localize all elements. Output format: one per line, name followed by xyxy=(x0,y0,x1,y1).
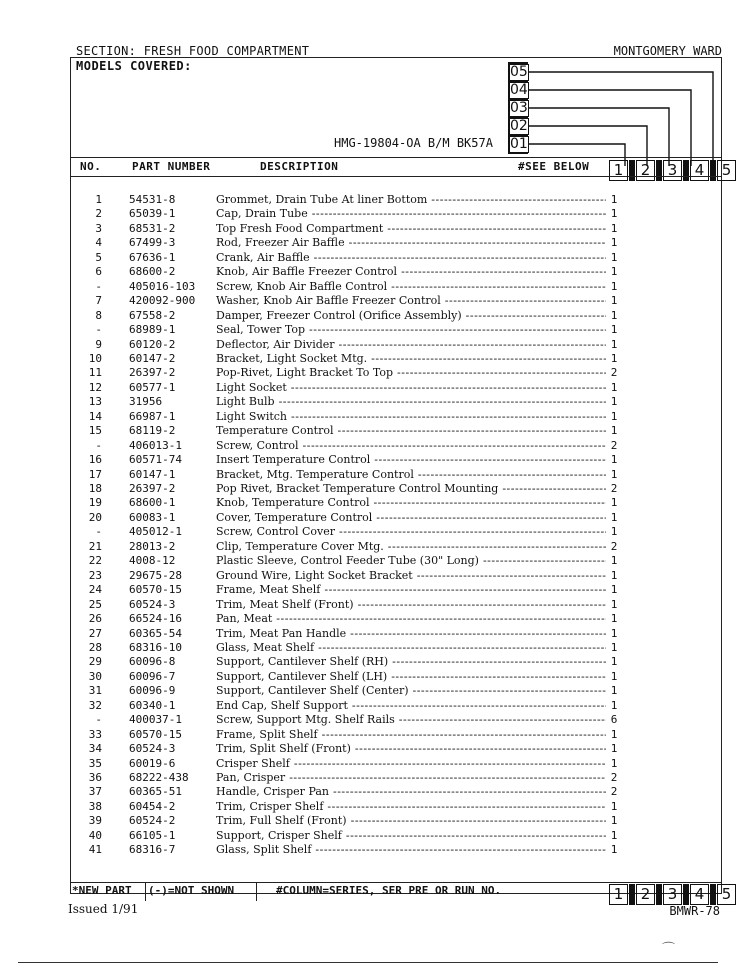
part-description: Pop Rivet, Bracket Temperature Control Mounting ----- xyxy=(216,482,606,496)
part-number: 28013-2 xyxy=(129,539,176,553)
quantity: 1 xyxy=(610,814,618,828)
item-number: 20 xyxy=(88,510,102,524)
table-row xyxy=(0,381,750,395)
part-description: Knob, Air Baffle Freezer Control ----- xyxy=(216,265,606,279)
part-number: 60524-3 xyxy=(129,597,176,611)
part-description: Cover, Temperature Control ----- xyxy=(216,511,606,525)
table-row xyxy=(0,627,750,641)
part-number: 60083-1 xyxy=(129,510,176,524)
part-description: Top Fresh Food Compartment ----- xyxy=(216,222,606,236)
quantity: 1 xyxy=(610,655,618,669)
quantity: 1 xyxy=(610,279,618,293)
quantity: 1 xyxy=(610,727,618,741)
item-number: 11 xyxy=(88,366,102,380)
table-row xyxy=(0,453,750,467)
table-row xyxy=(0,800,750,814)
quantity: 2 xyxy=(610,366,618,380)
item-number: 1 xyxy=(95,193,102,206)
quantity: 1 xyxy=(610,756,618,770)
quantity: 2 xyxy=(610,539,618,553)
item-number: 10 xyxy=(88,351,102,365)
part-number: 68316-7 xyxy=(129,843,176,857)
part-description: Trim, Full Shelf (Front) ----- xyxy=(216,814,606,828)
part-description: Light Socket ----- xyxy=(216,381,606,395)
part-number: 54531-8 xyxy=(129,193,176,206)
table-row xyxy=(0,670,750,684)
quantity: 1 xyxy=(610,453,618,467)
table-row xyxy=(0,338,750,352)
quantity: 2 xyxy=(610,438,618,452)
part-description: Knob, Temperature Control ----- xyxy=(216,496,606,510)
table-row xyxy=(0,814,750,828)
part-description: Support, Crisper Shelf ----- xyxy=(216,829,606,843)
handwritten-mark-icon: ⌒ xyxy=(662,942,676,957)
table-row xyxy=(0,829,750,843)
item-number: 27 xyxy=(88,626,102,640)
part-description: Clip, Temperature Cover Mtg. ----- xyxy=(216,540,606,554)
part-number: 60365-54 xyxy=(129,626,182,640)
column-header-bottom-rule xyxy=(70,176,722,177)
part-number: 66105-1 xyxy=(129,828,176,842)
quantity: 1 xyxy=(610,308,618,322)
col-see-below: #SEE BELOW xyxy=(518,160,590,173)
item-number: 36 xyxy=(88,771,102,784)
item-number: 30 xyxy=(88,669,102,683)
part-number: 60365-51 xyxy=(129,785,182,799)
part-description: Trim, Meat Pan Handle ----- xyxy=(216,627,606,641)
part-description: Plastic Sleeve, Control Feeder Tube (30" Long) ----- xyxy=(216,554,606,568)
quantity: 1 xyxy=(610,395,618,409)
quantity: 1 xyxy=(610,554,618,568)
part-description: Screw, Support Mtg. Shelf Rails ----- xyxy=(216,713,606,727)
part-number: 60147-1 xyxy=(129,467,176,481)
table-row xyxy=(0,728,750,742)
table-row xyxy=(0,598,750,612)
part-description: Temperature Control ----- xyxy=(216,424,606,438)
item-number: 17 xyxy=(88,467,102,481)
part-number: 68600-1 xyxy=(129,496,176,510)
part-description: Damper, Freezer Control (Orifice Assembly) ----- xyxy=(216,309,606,323)
part-number: 68119-2 xyxy=(129,424,176,438)
quantity: 1 xyxy=(610,424,618,438)
quantity: 2 xyxy=(610,482,618,495)
col-part-number: PART NUMBER xyxy=(132,160,211,173)
item-number: 37 xyxy=(88,785,102,799)
table-row xyxy=(0,366,750,380)
table-row xyxy=(0,323,750,337)
footer-series-col-1: 1 xyxy=(609,884,628,905)
quantity: 1 xyxy=(610,294,618,308)
quantity: 2 xyxy=(610,771,618,784)
quantity: 1 xyxy=(610,684,618,698)
item-number: - xyxy=(95,525,102,539)
part-number: 60570-15 xyxy=(129,583,182,597)
model-number: HMG-19804-OA B/M BK57A xyxy=(334,136,493,150)
quantity: 1 xyxy=(610,568,618,582)
part-number: 60340-1 xyxy=(129,698,176,712)
table-row xyxy=(0,496,750,510)
part-number: 66987-1 xyxy=(129,409,176,423)
part-description: Handle, Crisper Pan ----- xyxy=(216,785,606,799)
part-number: 68600-2 xyxy=(129,265,176,279)
part-description: Cap, Drain Tube ----- xyxy=(216,207,606,221)
document-code: BMWR-78 xyxy=(669,904,720,918)
part-number: 66524-16 xyxy=(129,612,182,626)
part-description: Crisper Shelf ----- xyxy=(216,757,606,771)
part-description: Support, Cantilever Shelf (RH) ----- xyxy=(216,655,606,669)
item-number: 26 xyxy=(88,612,102,626)
quantity: 1 xyxy=(610,510,618,524)
quantity: 1 xyxy=(610,698,618,712)
table-row xyxy=(0,251,750,265)
part-number: 29675-28 xyxy=(129,568,182,582)
table-row xyxy=(0,540,750,554)
item-number: 16 xyxy=(88,453,102,467)
table-row xyxy=(0,771,750,785)
item-number: 35 xyxy=(88,756,102,770)
series-columns-header xyxy=(608,160,736,181)
quantity: 1 xyxy=(610,351,618,365)
footer-column-note: #COLUMN=SERIES, SER PRE OR RUN NO. xyxy=(276,884,502,897)
series-col-1: 1 xyxy=(609,160,628,181)
quantity: 1 xyxy=(610,496,618,510)
item-number: 15 xyxy=(88,424,102,438)
series-code-box: 03 xyxy=(510,100,528,116)
quantity: 1 xyxy=(610,669,618,683)
item-number: - xyxy=(95,279,102,293)
quantity: 1 xyxy=(610,467,618,481)
footer-divider xyxy=(256,882,257,901)
table-row xyxy=(0,395,750,409)
part-description: Frame, Split Shelf ----- xyxy=(216,728,606,742)
part-description: Deflector, Air Divider ----- xyxy=(216,338,606,352)
part-description: Trim, Split Shelf (Front) ----- xyxy=(216,742,606,756)
series-divider xyxy=(656,160,662,181)
series-col-5: 5 xyxy=(717,160,736,181)
item-number: 18 xyxy=(88,482,102,495)
part-description: Glass, Meat Shelf ----- xyxy=(216,641,606,655)
part-number: 68989-1 xyxy=(129,323,176,337)
table-row xyxy=(0,424,750,438)
quantity: 1 xyxy=(610,236,618,250)
series-code-box: 02 xyxy=(510,118,528,134)
part-number: 60096-8 xyxy=(129,655,176,669)
quantity: 1 xyxy=(610,337,618,351)
item-number: 12 xyxy=(88,380,102,394)
item-number: 6 xyxy=(95,265,102,279)
item-number: - xyxy=(95,438,102,452)
quantity: 1 xyxy=(610,193,618,206)
table-row xyxy=(0,236,750,250)
item-number: 39 xyxy=(88,814,102,828)
part-description: Screw, Knob Air Baffle Control ----- xyxy=(216,280,606,294)
table-row xyxy=(0,713,750,727)
quantity: 1 xyxy=(610,626,618,640)
table-row xyxy=(0,280,750,294)
table-row xyxy=(0,410,750,424)
item-number: 19 xyxy=(88,496,102,510)
part-number: 60524-2 xyxy=(129,814,176,828)
item-number: 31 xyxy=(88,684,102,698)
quantity: 1 xyxy=(610,221,618,235)
table-row xyxy=(0,265,750,279)
part-number: 60577-1 xyxy=(129,380,176,394)
table-row xyxy=(0,294,750,308)
part-description: Trim, Meat Shelf (Front) ----- xyxy=(216,598,606,612)
quantity: 1 xyxy=(610,828,618,842)
part-number: 405012-1 xyxy=(129,525,182,539)
quantity: 1 xyxy=(610,742,618,756)
table-row xyxy=(0,482,750,496)
footer-new-part: *NEW PART xyxy=(72,884,132,897)
item-number: 38 xyxy=(88,799,102,813)
table-row xyxy=(0,655,750,669)
part-number: 60454-2 xyxy=(129,799,176,813)
part-number: 68222-438 xyxy=(129,771,189,784)
item-number: 23 xyxy=(88,568,102,582)
series-divider xyxy=(683,160,689,181)
item-number: 8 xyxy=(95,308,102,322)
item-number: 40 xyxy=(88,828,102,842)
footer-series-col-5: 5 xyxy=(717,884,736,905)
part-description: Crank, Air Baffle ----- xyxy=(216,251,606,265)
footer-rule xyxy=(70,882,722,883)
models-covered-label: MODELS COVERED: xyxy=(76,59,192,73)
table-row xyxy=(0,569,750,583)
table-row xyxy=(0,439,750,453)
table-row xyxy=(0,757,750,771)
part-description: Pop-Rivet, Light Bracket To Top ----- xyxy=(216,366,606,380)
part-description: Screw, Control Cover ----- xyxy=(216,525,606,539)
part-number: 31956 xyxy=(129,395,163,409)
item-number: 22 xyxy=(88,554,102,568)
footer-not-shown: (-)=NOT SHOWN xyxy=(148,884,235,897)
series-code-box: 04 xyxy=(510,82,528,98)
part-number: 60096-7 xyxy=(129,669,176,683)
part-description: Seal, Tower Top ----- xyxy=(216,323,606,337)
item-number: - xyxy=(95,713,102,727)
table-row xyxy=(0,352,750,366)
item-number: 33 xyxy=(88,727,102,741)
part-description: Pan, Crisper ----- xyxy=(216,771,606,785)
part-description: Rod, Freezer Air Baffle ----- xyxy=(216,236,606,250)
part-description: Bracket, Light Socket Mtg. ----- xyxy=(216,352,606,366)
table-row xyxy=(0,525,750,539)
section-title: SECTION: FRESH FOOD COMPARTMENT xyxy=(76,44,310,58)
series-divider xyxy=(656,884,662,905)
table-row xyxy=(0,309,750,323)
part-number: 68531-2 xyxy=(129,221,176,235)
quantity: 1 xyxy=(610,597,618,611)
column-header-top-rule xyxy=(70,157,722,158)
item-number: 3 xyxy=(95,221,102,235)
part-number: 67558-2 xyxy=(129,308,176,322)
table-row xyxy=(0,468,750,482)
part-number: 67499-3 xyxy=(129,236,176,250)
table-row xyxy=(0,222,750,236)
item-number: 24 xyxy=(88,583,102,597)
item-number: 7 xyxy=(95,294,102,308)
item-number: 34 xyxy=(88,742,102,756)
part-description: Washer, Knob Air Baffle Freezer Control ----- xyxy=(216,294,606,308)
part-number: 60571-74 xyxy=(129,453,182,467)
part-description: Grommet, Drain Tube At liner Bottom ----- xyxy=(216,193,606,207)
quantity: 6 xyxy=(610,713,618,727)
part-number: 405016-103 xyxy=(129,279,196,293)
item-number: 28 xyxy=(88,640,102,654)
part-description: Pan, Meat ----- xyxy=(216,612,606,626)
item-number: 21 xyxy=(88,539,102,553)
item-number: 41 xyxy=(88,843,102,857)
item-number: 4 xyxy=(95,236,102,250)
part-number: 26397-2 xyxy=(129,366,176,380)
part-description: Light Switch ----- xyxy=(216,410,606,424)
part-description: Bracket, Mtg. Temperature Control ----- xyxy=(216,468,606,482)
part-number: 68316-10 xyxy=(129,640,182,654)
part-number: 60570-15 xyxy=(129,727,182,741)
table-row xyxy=(0,583,750,597)
issued-date: Issued 1/91 xyxy=(68,902,139,916)
quantity: 1 xyxy=(610,583,618,597)
table-row xyxy=(0,612,750,626)
table-row xyxy=(0,207,750,221)
quantity: 1 xyxy=(610,380,618,394)
table-row xyxy=(0,843,750,857)
page-bottom-rule xyxy=(18,962,718,963)
part-number: 67636-1 xyxy=(129,250,176,264)
part-description: Support, Cantilever Shelf (Center) ----- xyxy=(216,684,606,698)
quantity: 1 xyxy=(610,640,618,654)
series-divider xyxy=(629,884,635,905)
part-description: Screw, Control ----- xyxy=(216,439,606,453)
part-description: Support, Cantilever Shelf (LH) ----- xyxy=(216,670,606,684)
part-number: 420092-900 xyxy=(129,294,196,308)
quantity: 1 xyxy=(610,843,618,857)
table-row xyxy=(0,684,750,698)
part-description: Ground Wire, Light Socket Bracket ----- xyxy=(216,569,606,583)
series-divider xyxy=(710,160,716,181)
part-description: Frame, Meat Shelf ----- xyxy=(216,583,606,597)
series-col-4: 4 xyxy=(690,160,709,181)
part-number: 26397-2 xyxy=(129,482,176,495)
table-row xyxy=(0,511,750,525)
table-row xyxy=(0,699,750,713)
part-description: Light Bulb ----- xyxy=(216,395,606,409)
item-number: 9 xyxy=(95,337,102,351)
series-code-box: 05 xyxy=(510,64,528,80)
table-row xyxy=(0,554,750,568)
part-number: 60096-9 xyxy=(129,684,176,698)
series-code-box: 01 xyxy=(510,136,528,152)
quantity: 1 xyxy=(610,265,618,279)
quantity: 1 xyxy=(610,250,618,264)
footer-series-columns xyxy=(608,884,736,905)
series-divider xyxy=(683,884,689,905)
brand-name: MONTGOMERY WARD xyxy=(613,44,722,58)
part-number: 406013-1 xyxy=(129,438,182,452)
item-number: 5 xyxy=(95,250,102,264)
footer-series-col-3: 3 xyxy=(663,884,682,905)
part-number: 60524-3 xyxy=(129,742,176,756)
part-number: 60147-2 xyxy=(129,351,176,365)
table-row xyxy=(0,193,750,207)
part-description: Glass, Split Shelf ----- xyxy=(216,843,606,857)
item-number: 2 xyxy=(95,207,102,221)
quantity: 1 xyxy=(610,207,618,221)
part-number: 400037-1 xyxy=(129,713,182,727)
col-no: NO. xyxy=(80,160,102,173)
part-number: 60120-2 xyxy=(129,337,176,351)
part-number: 65039-1 xyxy=(129,207,176,221)
part-description: Insert Temperature Control ----- xyxy=(216,453,606,467)
footer-series-col-4: 4 xyxy=(690,884,709,905)
part-description: Trim, Crisper Shelf ----- xyxy=(216,800,606,814)
table-row xyxy=(0,641,750,655)
part-description: End Cap, Shelf Support ----- xyxy=(216,699,606,713)
col-description: DESCRIPTION xyxy=(260,160,339,173)
part-number: 4008-12 xyxy=(129,554,176,568)
table-row xyxy=(0,742,750,756)
part-number: 60019-6 xyxy=(129,756,176,770)
item-number: 29 xyxy=(88,655,102,669)
item-number: 32 xyxy=(88,698,102,712)
item-number: - xyxy=(95,323,102,337)
quantity: 1 xyxy=(610,409,618,423)
item-number: 14 xyxy=(88,409,102,423)
series-divider xyxy=(629,160,635,181)
item-number: 13 xyxy=(88,395,102,409)
quantity: 1 xyxy=(610,612,618,626)
quantity: 2 xyxy=(610,785,618,799)
quantity: 1 xyxy=(610,799,618,813)
footer-series-col-2: 2 xyxy=(636,884,655,905)
footer-divider xyxy=(145,882,146,901)
series-divider xyxy=(710,884,716,905)
quantity: 1 xyxy=(610,525,618,539)
item-number: 25 xyxy=(88,597,102,611)
quantity: 1 xyxy=(610,323,618,337)
series-col-2: 2 xyxy=(636,160,655,181)
table-row xyxy=(0,785,750,799)
series-col-3: 3 xyxy=(663,160,682,181)
